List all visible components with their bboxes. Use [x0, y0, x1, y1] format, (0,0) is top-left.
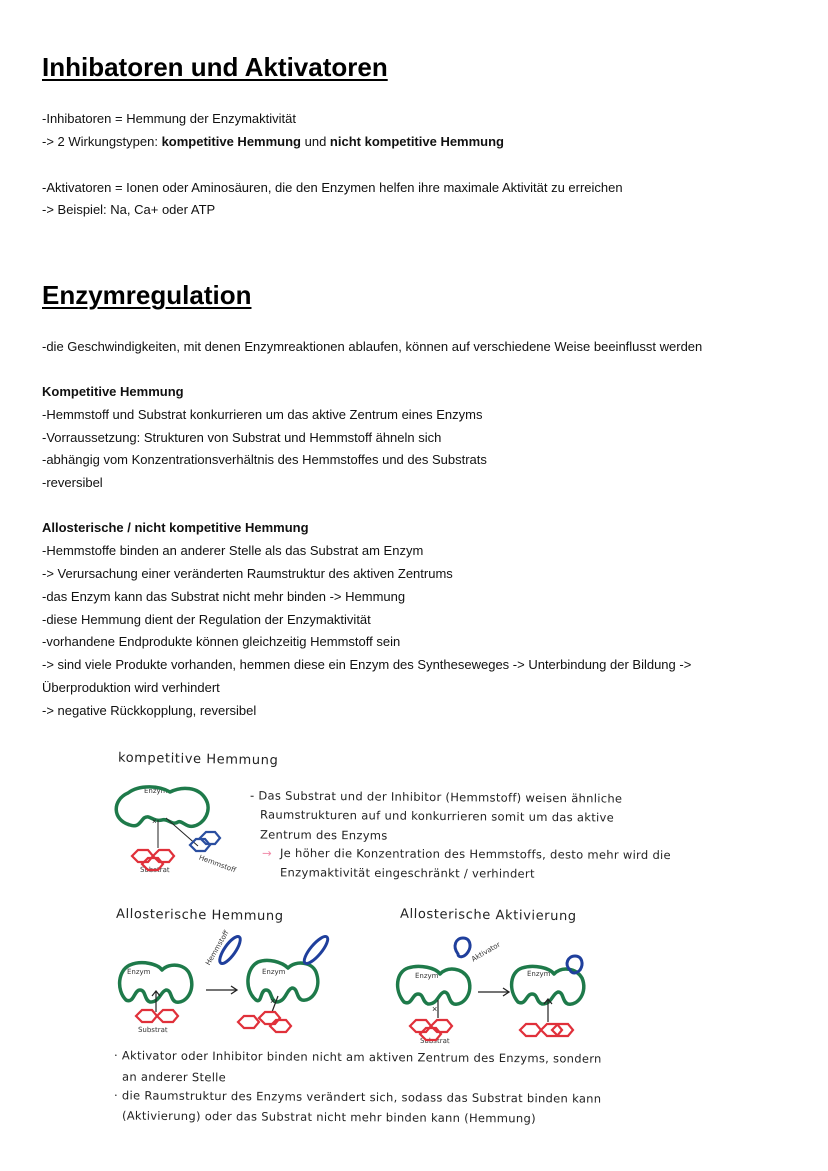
svg-text:×: ×	[432, 1004, 438, 1014]
label-enzym: Enzym	[526, 969, 551, 979]
competitive-line: -reversibel	[42, 475, 103, 490]
text-and: und	[301, 134, 330, 149]
text-two-types-prefix: -> 2 Wirkungstypen:	[42, 134, 162, 149]
allosteric-line: -> sind viele Produkte vorhanden, hemmen diese ein Enzym des Syntheseweges -> Unterbindung der Bildung ->	[42, 657, 692, 672]
competitive-line: -Vorraussetzung: Strukturen von Substrat und Hemmstoff ähneln sich	[42, 430, 442, 445]
allosteric-line: -diese Hemmung dient der Regulation der Enzymaktivität	[42, 612, 371, 627]
competitive-line: -abhängig vom Konzentrationsverhältnis des Hemmstoffes und des Substrats	[42, 452, 487, 467]
label-enzym: Enzym	[126, 967, 151, 977]
label-substrat: Substrat	[419, 1036, 450, 1046]
enzyme-shape-competitive	[116, 787, 208, 826]
text-activators-definition: -Aktivatoren = Ionen oder Aminosäuren, die den Enzymen helfen ihre maximale Aktivität zu erreichen	[42, 180, 623, 195]
substrate-hexagons-left	[136, 1010, 178, 1022]
blocked-substrate-arrow-right	[270, 996, 278, 1012]
substrate-hexagons-right	[238, 1012, 291, 1032]
heading-enzyme-regulation: Enzymregulation	[42, 280, 252, 310]
allosteric-line: -> negative Rückkopplung, reversibel	[42, 703, 257, 718]
note-competitive-line: Enzymaktivität eingeschränkt / verhindert	[279, 865, 535, 881]
label-substrat: Substrat	[139, 865, 170, 875]
allosteric-line: -vorhandene Endprodukte können gleichzeitig Hemmstoff sein	[42, 634, 401, 649]
substrate-hexagons-competitive	[132, 850, 174, 870]
inhibitor-bound-right	[301, 933, 331, 966]
note-competitive-line: - Das Substrat und der Inhibitor (Hemmstoff) weisen ähnliche	[249, 788, 623, 806]
enzyme-shape-activation-left	[398, 966, 470, 1004]
label-enzym: Enzym	[261, 967, 286, 977]
label-hemmstoff: Hemmstoff	[197, 853, 237, 875]
label-aktivator: Aktivator	[470, 940, 502, 964]
competitive-line: -Hemmstoff und Substrat konkurrieren um das aktive Zentrum eines Enzyms	[42, 407, 483, 422]
allosteric-line: -> Verursachung einer veränderten Raumstruktur des aktiven Zentrums	[42, 566, 453, 581]
allosteric-line: Überproduktion wird verhindert	[42, 680, 220, 695]
note-summary-line: an anderer Stelle	[121, 1069, 227, 1085]
note-competitive-line: Je höher die Konzentration des Hemmstoffs, desto mehr wird die	[279, 845, 671, 863]
note-title-competitive: kompetitive Hemmung	[117, 750, 279, 769]
note-arrow-glyph: →	[261, 845, 272, 861]
text-inhibitors-definition: -Inhibatoren = Hemmung der Enzymaktivität	[42, 111, 296, 126]
substrate-arrow-activation-right	[544, 999, 552, 1022]
note-summary-line: · Aktivator oder Inhibitor binden nicht am aktiven Zentrum des Enzyms, sondern	[113, 1048, 602, 1066]
label-enzym: Enzym	[414, 971, 439, 981]
activator-hook-left	[455, 938, 470, 957]
heading-inhibitors-activators: Inhibatoren und Aktivatoren	[42, 52, 388, 82]
note-summary-line: · die Raumstruktur des Enzyms verändert sich, sodass das Substrat binden kann	[113, 1088, 602, 1106]
text-competitive-bold: kompetitive Hemmung	[161, 134, 301, 149]
allosteric-line: -Hemmstoffe binden an anderer Stelle als das Substrat am Enzym	[42, 543, 424, 558]
text-example: -> Beispiel: Na, Ca+ oder ATP	[42, 202, 216, 217]
svg-text:×: ×	[270, 996, 276, 1006]
note-summary-line: (Aktivierung) oder das Substrat nicht mehr binden kann (Hemmung)	[121, 1108, 536, 1126]
text-noncompetitive-bold: nicht kompetitive Hemmung	[329, 134, 504, 149]
heading-allosteric-inhibition: Allosterische / nicht kompetitive Hemmung	[42, 520, 309, 535]
substrate-hexagons-activation-right	[520, 1024, 573, 1036]
note-title-allosteric-inhibition: Allosterische Hemmung	[115, 906, 284, 925]
inhibitor-hexagons-competitive	[190, 832, 220, 851]
reaction-arrow-inhibition	[206, 986, 237, 994]
text-regulation-intro: -die Geschwindigkeiten, mit denen Enzymreaktionen ablaufen, können auf verschiedene Weise beeinflusst werden	[42, 339, 703, 354]
heading-competitive-inhibition: Kompetitive Hemmung	[42, 384, 184, 399]
note-competitive-line: Zentrum des Enzyms	[259, 827, 388, 843]
note-competitive-line: Raumstrukturen auf und konkurrieren somit um das aktive	[259, 807, 615, 825]
svg-text:×: ×	[152, 817, 157, 826]
label-substrat: Substrat	[137, 1025, 168, 1035]
label-hemmstoff: Hemmstoff	[204, 929, 231, 967]
label-enzym: Enzym	[143, 786, 168, 796]
substrate-hexagons-activation-left	[410, 1020, 452, 1040]
enzyme-shape-allosteric-right	[248, 960, 318, 1002]
allosteric-line: -das Enzym kann das Substrat nicht mehr binden -> Hemmung	[42, 589, 406, 604]
inhibitor-ellipse-left	[216, 934, 243, 967]
note-title-allosteric-activation: Allosterische Aktivierung	[399, 906, 577, 925]
reaction-arrow-activation	[478, 988, 509, 996]
